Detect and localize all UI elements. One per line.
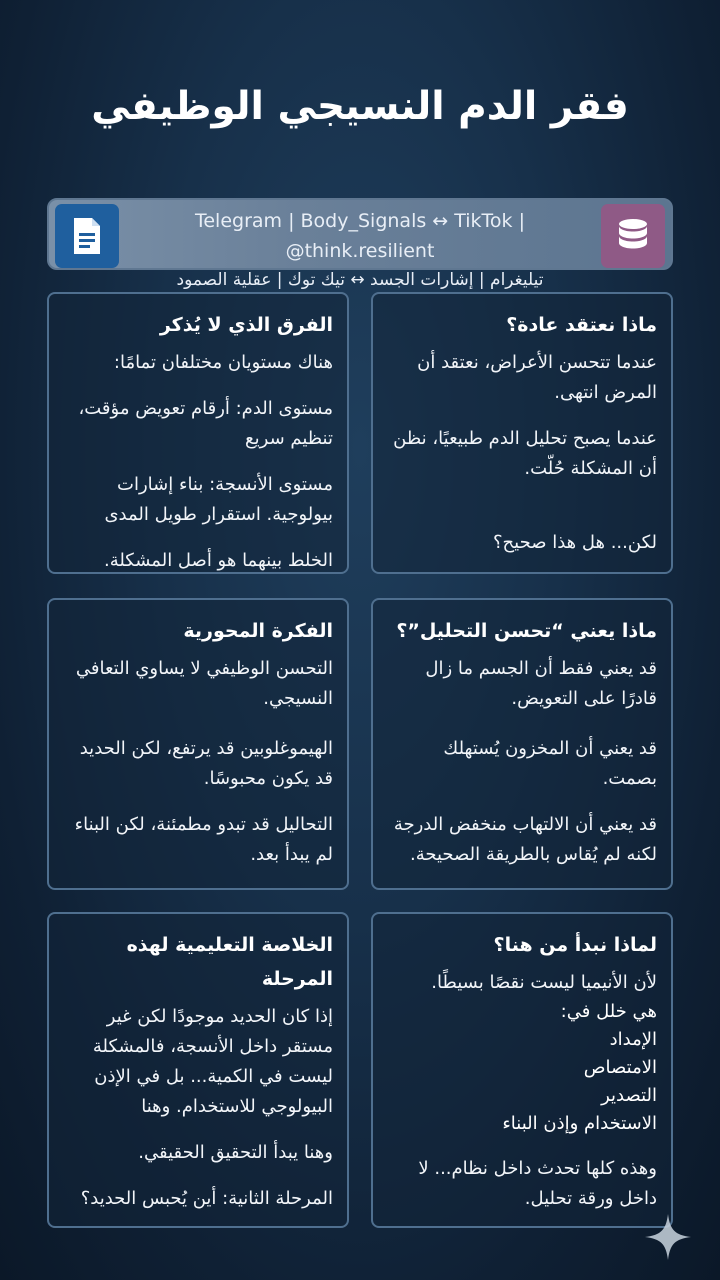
card-paragraph: التحاليل قد تبدو مطمئنة، لكن البناء لم يبدأ بعد. [74,814,333,865]
card-paragraph: الخلط بينهما هو أصل المشكلة. [103,550,333,571]
card-paragraph: المرحلة الثانية: أين يُحبس الحديد؟ [80,1188,333,1209]
card-paragraph: مستوى الدم: أرقام تعويض مؤقت، تنظيم سريع [78,398,333,449]
sparkle-icon [643,1212,693,1262]
card-paragraph: هي خلل في: [560,1001,657,1022]
card-title: الفرق الذي لا يُذكر [159,314,333,336]
banner-line-arabic: تيليغرام | إشارات الجسد ↔ تيك توك | عقلية الصمود [176,270,544,290]
database-icon [601,204,665,268]
card-paragraph: لكن... هل هذا صحيح؟ [492,532,657,553]
card-paragraph: الهيموغلوبين قد يرتفع، لكن الحديد قد يكون محبوسًا. [79,738,333,789]
card-title: لماذا نبدأ من هنا؟ [493,934,657,956]
card-paragraph: عندما يصبح تحليل الدم طبيعيًا، نظن أن المشكلة حُلّت. [393,428,657,479]
social-banner [47,198,673,290]
banner-line-latin: Telegram | Body_Signals ↔ TikTok | @think.resilient [194,210,525,262]
card-title: ماذا نعتقد عادة؟ [506,314,657,336]
card-paragraph: مستوى الأنسجة: بناء إشارات بيولوجية. استقرار طويل المدى [104,474,333,525]
card-educational-summary [47,912,349,1228]
card-why-start-here [371,912,673,1228]
list-item: الاستخدام وإذن البناء [502,1113,657,1134]
card-paragraph: عندما تتحسن الأعراض، نعتقد أن المرض انتهى. [417,352,657,403]
card-paragraph: قد يعني أن المخزون يُستهلك بصمت. [443,738,657,789]
card-paragraph: لأن الأنيميا ليست نقصًا بسيطًا. [431,972,657,993]
card-paragraph: إذا كان الحديد موجودًا لكن غير مستقر داخل الأنسجة، فالمشكلة ليست في الكمية... بل في الإذن البيولوجي للاستخدام. وهنا [92,1006,333,1117]
card-what-we-believe [371,292,673,574]
page-title: فقر الدم النسيجي الوظيفي [91,84,629,129]
list-item: التصدير [601,1085,657,1106]
list-item: الإمداد [609,1029,657,1050]
card-paragraph: وهنا يبدأ التحقيق الحقيقي. [138,1142,333,1163]
list-item: الامتصاص [583,1057,657,1078]
card-test-improvement [371,598,673,890]
card-paragraph: هناك مستويان مختلفان تمامًا: [113,352,333,373]
document-icon [55,204,119,268]
card-title: الفكرة المحورية [183,620,333,642]
card-paragraph: وهذه كلها تحدث داخل نظام... لا داخل ورقة تحليل. [418,1158,657,1209]
card-paragraph: التحسن الوظيفي لا يساوي التعافي النسيجي. [75,658,333,709]
card-unmentioned-difference [47,292,349,574]
card-paragraph: قد يعني فقط أن الجسم ما زال قادرًا على التعويض. [425,658,657,709]
card-paragraph: قد يعني أن الالتهاب منخفض الدرجة لكنه لم يُقاس بالطريقة الصحيحة. [393,814,657,865]
card-title: ماذا يعني “تحسن التحليل”؟ [396,620,657,642]
card-title: الخلاصة التعليمية لهذه المرحلة [126,934,333,990]
banner-text [127,206,593,294]
card-core-idea [47,598,349,890]
